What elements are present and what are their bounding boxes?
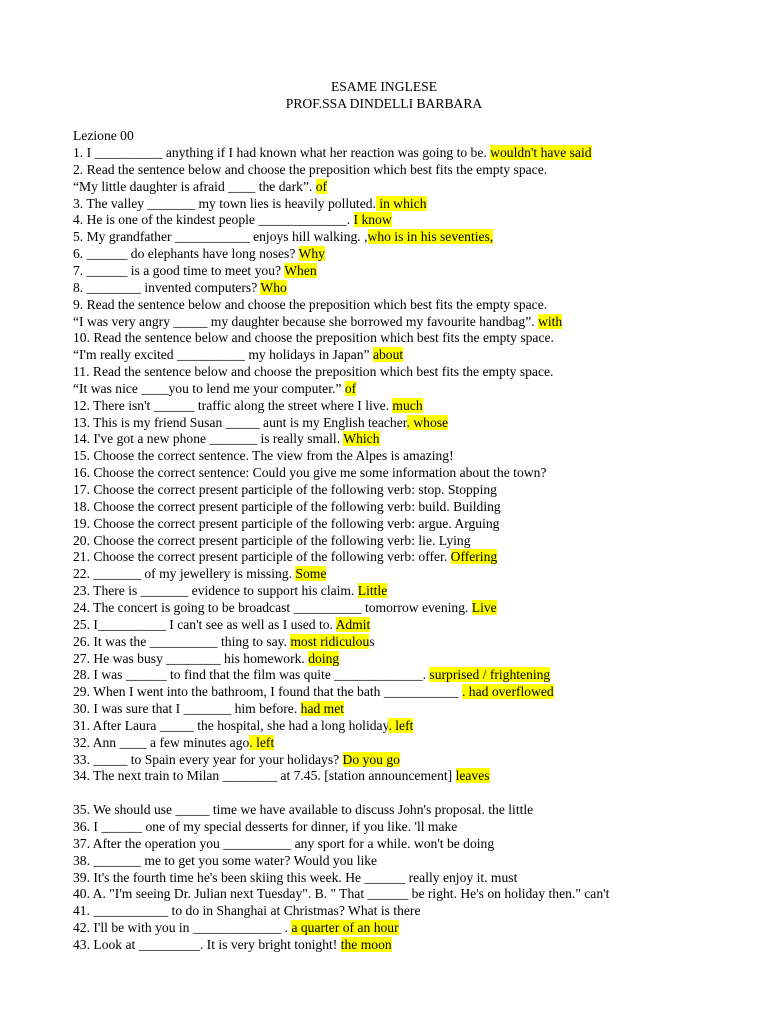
question-text: 12. There isn't ______ traffic along the street where I live. <box>73 397 393 413</box>
highlighted-answer: Why <box>298 246 325 262</box>
question-text: 2. Read the sentence below and choose the preposition which best fits the empty space. <box>73 161 548 177</box>
question-text: 20. Choose the correct present participle of the following verb: lie. Lying <box>73 532 471 548</box>
highlighted-answer: Who <box>260 279 287 295</box>
question-text: 33. _____ to Spain every year for your holidays? <box>73 751 343 767</box>
highlighted-answer: of <box>344 380 357 396</box>
highlighted-answer: had met <box>300 701 345 717</box>
question-line <box>73 179 327 196</box>
highlighted-answer: surprised / frightening <box>429 667 551 683</box>
question-text: 38. _______ me to get you some water? Would you like <box>73 852 378 868</box>
question-line <box>73 684 554 701</box>
question-text: 19. Choose the correct present participle of the following verb: argue. Arguing <box>73 515 500 531</box>
question-line <box>73 583 387 600</box>
question-text: 16. Choose the correct sentence: Could you give me some information about the town? <box>73 465 547 481</box>
question-text: 24. The concert is going to be broadcast __________ tomorrow evening. <box>73 599 472 615</box>
question-text: 28. I was ______ to find that the film was quite _____________. <box>73 667 430 683</box>
highlighted-answer: Do you go <box>342 751 400 767</box>
question-text: 23. There is _______ evidence to support his claim. <box>73 583 358 599</box>
question-text: 26. It was the __________ thing to say. <box>73 633 291 649</box>
question-text: 22. _______ of my jewellery is missing. <box>73 566 296 582</box>
highlighted-answer: doing <box>308 650 340 666</box>
question-text: 13. This is my friend Susan _____ aunt is my English teacher <box>73 414 407 430</box>
question-line <box>73 246 325 263</box>
question-line <box>73 768 490 785</box>
question-text: 31. After Laura _____ the hospital, she had a long holiday <box>73 717 389 733</box>
highlighted-answer: Little <box>357 583 388 599</box>
highlighted-answer: Offering <box>450 549 498 565</box>
question-line <box>73 836 494 853</box>
question-text: 27. He was busy ________ his homework. <box>73 650 309 666</box>
highlighted-answer: leaves <box>455 768 490 784</box>
question-line <box>73 667 550 684</box>
question-line <box>73 381 356 398</box>
question-text: 7. ______ is a good time to meet you? <box>73 262 285 278</box>
question-line <box>73 516 499 533</box>
question-text: 25. I__________ I can't see as well as I used to. <box>73 616 336 632</box>
highlighted-answer: about <box>372 347 404 363</box>
question-line <box>73 229 493 246</box>
question-line <box>73 819 457 836</box>
question-text: 42. I'll be with you in _____________ . <box>73 920 292 936</box>
question-line <box>73 415 448 432</box>
question-text: 36. I ______ one of my special desserts for dinner, if you like. 'll make <box>73 819 458 834</box>
question-text: “I'm really excited __________ my holidays in Japan” <box>73 347 373 363</box>
question-line <box>73 347 403 364</box>
highlighted-answer: much <box>392 397 423 413</box>
question-line <box>73 297 547 314</box>
question-line <box>73 431 380 448</box>
question-text: 11. Read the sentence below and choose the preposition which best fits the empty space. <box>73 364 554 380</box>
question-text: 32. Ann ____ a few minutes ago <box>73 734 250 750</box>
question-line <box>73 937 392 954</box>
question-text: 6. ______ do elephants have long noses? <box>73 246 299 262</box>
question-text: “My little daughter is afraid ____ the dark”. <box>73 178 316 194</box>
document-title: ESAME INGLESE <box>330 79 438 94</box>
question-text: 3. The valley _______ my town lies is heavily polluted. <box>73 195 376 211</box>
highlighted-answer: wouldn't have said <box>490 145 592 160</box>
question-text: 40. A. "I'm seeing Dr. Julian next Tuesday". B. " That ______ be right. He's on holiday then." can't <box>73 886 610 902</box>
question-text: 10. Read the sentence below and choose the preposition which best fits the empty space. <box>73 330 554 346</box>
question-line <box>73 465 546 482</box>
question-line <box>73 651 339 668</box>
question-line <box>73 886 609 903</box>
question-text: 4. He is one of the kindest people _____________. <box>73 212 354 228</box>
question-line <box>73 853 377 870</box>
highlighted-answer: in which <box>375 195 427 211</box>
highlighted-answer: with <box>538 313 563 329</box>
question-line <box>73 398 423 415</box>
question-text: “I was very angry _____ my daughter because she borrowed my favourite handbag”. <box>73 313 539 329</box>
question-line <box>73 735 274 752</box>
section-heading: Lezione 00 <box>73 128 134 143</box>
question-line <box>73 718 413 735</box>
question-line <box>73 196 427 213</box>
question-text: 9. Read the sentence below and choose the preposition which best fits the empty space. <box>73 296 548 312</box>
highlighted-answer: Admit <box>335 616 371 632</box>
question-text: 35. We should use _____ time we have available to discuss John's proposal. the little <box>73 802 534 818</box>
question-line <box>73 549 497 566</box>
question-text: 41. ___________ to do in Shanghai at Christmas? What is there <box>73 903 421 919</box>
question-line <box>73 330 554 347</box>
highlighted-answer: who is in his seventies, <box>367 229 494 245</box>
question-line <box>73 870 517 887</box>
question-text: 8. ________ invented computers? <box>73 279 261 295</box>
question-text: 18. Choose the correct present participle of the following verb: build. Building <box>73 498 501 514</box>
question-text: 21. Choose the correct present participle of the following verb: offer. <box>73 549 451 565</box>
question-line <box>73 364 553 381</box>
question-line <box>73 162 547 179</box>
highlighted-answer: . whose <box>406 414 449 430</box>
question-line <box>73 566 326 583</box>
question-text: 5. My grandfather ___________ enjoys hill walking. , <box>73 229 368 245</box>
question-line <box>73 752 400 769</box>
question-line <box>73 617 370 634</box>
question-text: 14. I've got a new phone _______ is really small. <box>73 431 344 447</box>
highlighted-answer: most ridiculou <box>290 633 370 649</box>
highlighted-answer: Some <box>295 566 327 582</box>
question-text: “It was nice ____you to lend me your computer.” <box>73 380 345 396</box>
question-text: 15. Choose the correct sentence. The view from the Alpes is amazing! <box>73 448 454 464</box>
question-line <box>73 212 392 229</box>
highlighted-answer: a quarter of an hour <box>291 920 399 936</box>
question-line <box>73 920 399 937</box>
question-line <box>73 701 344 718</box>
highlighted-answer: I know <box>353 212 392 228</box>
answer-suffix: s <box>369 633 375 649</box>
question-text: 1. I __________ anything if I had known what her reaction was going to be. <box>73 145 491 160</box>
question-text: 37. After the operation you __________ any sport for a while. won't be doing <box>73 835 495 851</box>
question-text: 17. Choose the correct present participle of the following verb: stop. Stopping <box>73 482 497 497</box>
question-line <box>73 280 287 297</box>
document-subtitle: PROF.SSA DINDELLI BARBARA <box>285 96 483 111</box>
highlighted-answer: When <box>284 262 317 278</box>
question-line <box>73 314 562 331</box>
highlighted-answer: Which <box>343 431 380 447</box>
question-line <box>73 145 592 162</box>
question-line <box>73 533 471 550</box>
question-text: 43. Look at _________. It is very bright tonight! <box>73 936 341 952</box>
highlighted-answer: of <box>315 178 328 194</box>
question-text: 30. I was sure that I _______ him before. <box>73 701 301 717</box>
highlighted-answer: Live <box>471 599 497 615</box>
highlighted-answer: . had overflowed <box>462 684 554 700</box>
question-line <box>73 448 454 465</box>
question-text: 29. When I went into the bathroom, I found that the bath ___________ <box>73 684 462 700</box>
question-text: 39. It's the fourth time he's been skiing this week. He ______ really enjoy it. must <box>73 869 518 885</box>
question-line <box>73 600 497 617</box>
highlighted-answer: . left <box>388 717 414 733</box>
highlighted-answer: . left <box>249 734 275 750</box>
question-text: 34. The next train to Milan ________ at 7.45. [station announcement] <box>73 768 456 784</box>
highlighted-answer: the moon <box>340 936 392 952</box>
question-line <box>73 634 375 651</box>
question-line <box>73 482 497 499</box>
question-line <box>73 802 533 819</box>
question-line <box>73 903 420 920</box>
question-line <box>73 263 317 280</box>
question-line <box>73 499 501 516</box>
